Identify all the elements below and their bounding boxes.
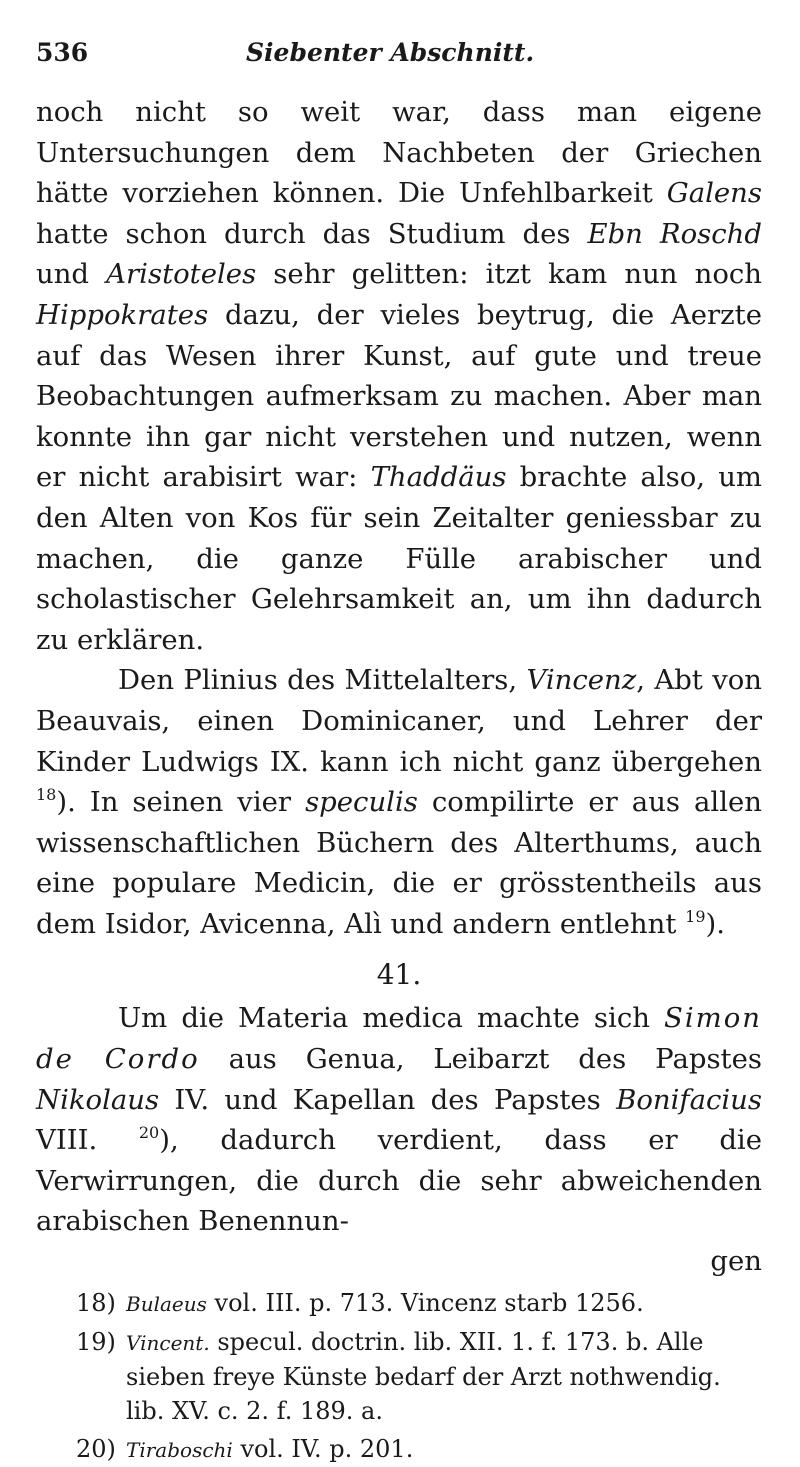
emphasis: Bonifacius [616,1083,762,1116]
running-head [36,38,762,92]
footnote-number: 19) [76,1328,116,1357]
text-run: ). In seinen vier [56,786,306,819]
text-run: sehr gelitten: itzt kam nun noch [256,258,762,291]
footnote-body: specul. doctrin. lib. XII. 1. f. 173. b. Alle sieben freye Künste bedarf der Arzt nothwendig. lib. XV. c. 2. f. 189. a. [126,1328,721,1426]
footnote-ref[interactable]: 19 [685,906,706,926]
text-run: ), dadurch verdient, dass er die Verwirrungen, die durch die sehr abweichenden arabischen Benennun- [36,1124,763,1238]
text-run: dazu, der vieles beytrug, die Aerzte auf das Wesen ihrer Kunst, auf gute und treue Beobachtungen aufmerksam zu machen. Aber man konnte ihn gar nicht verstehen und nutzen, wenn er nicht arabisirt war: [36,298,762,494]
paragraph-1 [36,92,762,660]
text-run: IV. und Kapellan des Papstes [159,1083,617,1116]
text-run: , Abt von Beauvais, einen Dominicaner, und Lehrer der Kinder Ludwigs IX. kann ich nicht ganz übergehen [36,664,763,778]
footnote-text [124,1432,762,1467]
footnote-number: 18) [76,1289,116,1318]
section-number: 41. [376,958,422,992]
footnote [36,1286,762,1321]
emphasis: Thaddäus [370,461,507,494]
footnote-author: Tiraboschi [126,1438,233,1463]
page-number: 536 [36,38,89,67]
text-run: hatte schon durch das Studium des [36,217,588,250]
catchword: gen [710,1245,762,1278]
text-run: Um die Materia medica machte sich [118,1002,665,1035]
text-run: noch nicht so weit war, dass man eigene Untersuchungen dem Nachbeten der Griechen hätte vorziehen können. Die Unfehlbarkeit [36,96,762,210]
emphasis: Aristoteles [106,258,257,291]
footnote-author: Vincent. [126,1331,210,1356]
emphasis: Nikolaus [36,1083,160,1116]
emphasis: Ebn Roschd [587,217,762,250]
footnote-body: vol. IV. p. 201. [232,1435,414,1464]
text-run: brachte also, um den Alten von Kos für sein Zeitalter geniessbar zu machen, die ganze Fülle arabischer und scholastischer Gelehrsamkeit an, um ihn dadurch zu erklären. [36,461,762,656]
text-run: ). [705,907,725,940]
emphasis: Galens [666,177,762,210]
emphasis: Hippokrates [36,298,209,331]
paragraph-3 [36,998,762,1242]
text-run: VIII. [36,1124,139,1157]
paragraph-2 [36,660,762,944]
footnotes [36,1286,762,1467]
emphasis: Simon de Cordo [36,1002,762,1076]
footnote [36,1325,762,1428]
footnote-text [124,1286,762,1321]
section-title: Siebenter Abschnitt. [246,38,535,67]
text-run: und [36,258,107,291]
footnote-body: vol. III. p. 713. Vincenz starb 1256. [206,1289,644,1318]
footnote-ref[interactable]: 18 [36,785,57,805]
footnote-number: 20) [76,1435,116,1464]
footnote-ref[interactable]: 20 [138,1123,160,1143]
footnote [36,1432,762,1467]
text-run: aus Genua, Leibarzt des Papstes [199,1043,762,1076]
footnote-text [124,1325,762,1428]
emphasis: Vincenz [526,664,637,697]
body-text [36,92,762,1278]
text-run: compilirte er aus allen wissenschaftlichen Büchern des Alterthums, auch eine populare Medicin, die er grösstentheils aus dem Isidor, Avicenna, Alì und andern entlehnt [36,786,763,940]
text-run: Den Plinius des Mittelalters, [118,664,527,697]
footnote-author: Bulaeus [126,1292,207,1317]
emphasis: speculis [305,786,418,819]
